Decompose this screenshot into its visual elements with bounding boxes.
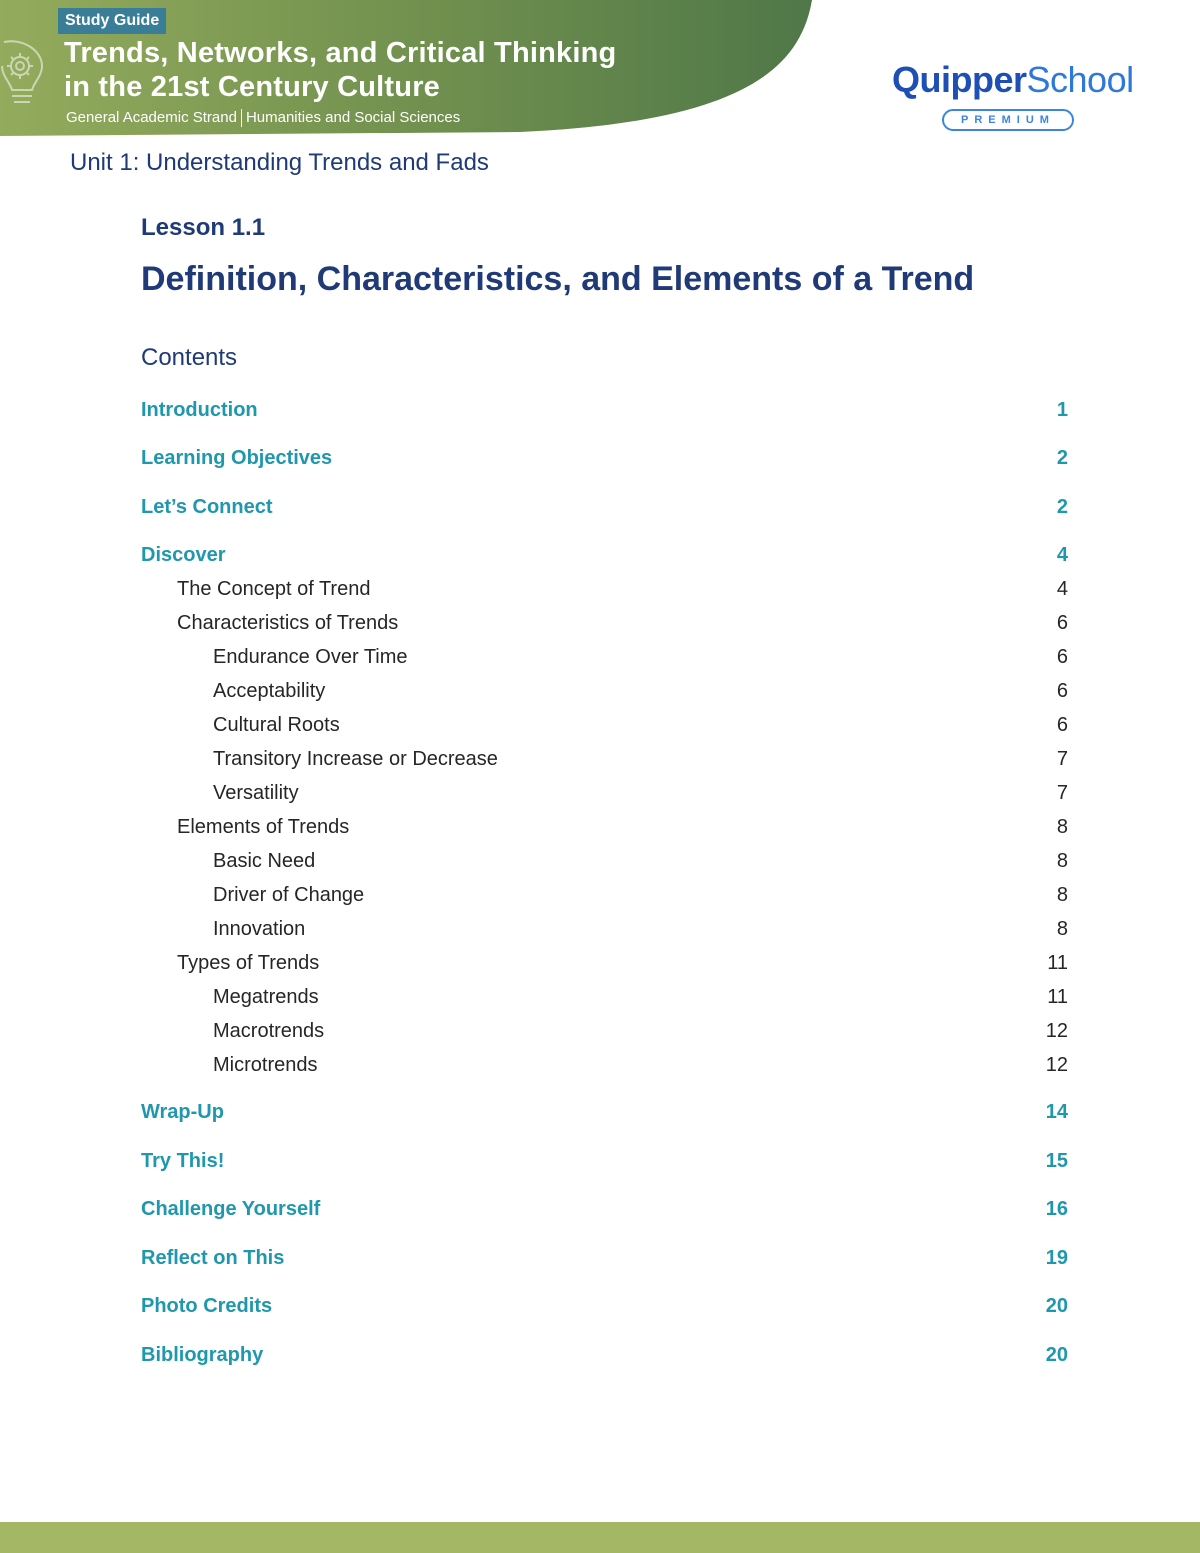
toc-entry-page: 6 bbox=[1056, 612, 1068, 634]
toc-entry[interactable] bbox=[141, 1292, 1068, 1322]
toc-entry-label: Cultural Roots bbox=[213, 714, 340, 736]
toc-entry-label: Acceptability bbox=[213, 680, 326, 702]
toc-entry-page: 8 bbox=[1056, 850, 1068, 872]
lightbulb-gear-icon bbox=[0, 36, 48, 108]
toc-entry[interactable] bbox=[141, 847, 1068, 877]
toc-entry[interactable] bbox=[141, 444, 1068, 474]
toc-entry-page: 6 bbox=[1056, 680, 1068, 702]
toc-entry-label: Characteristics of Trends bbox=[177, 612, 399, 634]
toc-entry-label: Versatility bbox=[213, 782, 299, 804]
toc-entry-label: Endurance Over Time bbox=[213, 646, 408, 668]
toc-entry[interactable] bbox=[141, 1098, 1068, 1128]
toc-entry-page: 14 bbox=[1045, 1101, 1068, 1123]
toc-entry-page: 19 bbox=[1045, 1246, 1068, 1269]
toc-entry-label: Innovation bbox=[213, 918, 306, 940]
toc-entry[interactable] bbox=[141, 395, 1068, 425]
course-title-line1: Trends, Networks, and Critical Thinking bbox=[64, 37, 617, 69]
toc-entry[interactable] bbox=[141, 881, 1068, 911]
toc-entry[interactable] bbox=[141, 1017, 1068, 1047]
toc-entry-label: Learning Objectives bbox=[141, 447, 333, 469]
toc-entry[interactable] bbox=[141, 779, 1068, 809]
study-guide-badge: Study Guide bbox=[58, 8, 166, 34]
footer-band bbox=[0, 1522, 1200, 1553]
toc-entry[interactable] bbox=[141, 915, 1068, 945]
lesson-title: Definition, Characteristics, and Elements of a Trend bbox=[141, 260, 975, 298]
toc-entry-page: 20 bbox=[1045, 1343, 1068, 1366]
course-subtitle bbox=[66, 108, 460, 128]
quipper-school-logo bbox=[888, 58, 1138, 138]
strand-label: General Academic Strand bbox=[66, 109, 237, 126]
toc-entry-label: Discover bbox=[141, 544, 226, 566]
toc-entry-label: Megatrends bbox=[213, 986, 319, 1008]
toc-entry-page: 8 bbox=[1056, 884, 1068, 906]
toc-entry-page: 6 bbox=[1056, 714, 1068, 736]
toc-entry[interactable] bbox=[141, 575, 1068, 605]
toc-entry-page: 12 bbox=[1045, 1054, 1068, 1076]
toc-entry[interactable] bbox=[141, 1051, 1068, 1081]
logo-wordmark bbox=[892, 58, 1134, 102]
toc-entry[interactable] bbox=[141, 1340, 1068, 1370]
toc-entry-page: 4 bbox=[1056, 578, 1068, 600]
toc-entry-page: 4 bbox=[1056, 544, 1068, 566]
logo-quipper: Quipper bbox=[892, 59, 1027, 100]
lesson-label: Lesson 1.1 bbox=[141, 214, 266, 241]
track-label: Humanities and Social Sciences bbox=[245, 109, 461, 126]
toc-entry-page: 2 bbox=[1056, 495, 1068, 518]
toc-entry-page: 8 bbox=[1056, 918, 1068, 940]
toc-entry-label: Photo Credits bbox=[141, 1295, 273, 1317]
toc-entry-label: Basic Need bbox=[213, 850, 316, 872]
toc-entry-page: 12 bbox=[1045, 1020, 1068, 1042]
course-title-line2: in the 21st Century Culture bbox=[64, 71, 441, 103]
toc-entry[interactable] bbox=[141, 492, 1068, 522]
toc-entry-label: Driver of Change bbox=[213, 884, 365, 906]
toc-entry[interactable] bbox=[141, 609, 1068, 639]
toc-entry-label: Try This! bbox=[141, 1149, 225, 1172]
toc-entry-label: The Concept of Trend bbox=[177, 578, 371, 600]
toc-entry-page: 11 bbox=[1047, 952, 1068, 974]
logo-school: School bbox=[1026, 59, 1134, 100]
toc-entry[interactable] bbox=[141, 1195, 1068, 1225]
toc-entry[interactable] bbox=[141, 643, 1068, 673]
toc-entry[interactable] bbox=[141, 1243, 1068, 1273]
toc-entry-label: Macrotrends bbox=[213, 1020, 325, 1042]
toc-entry[interactable] bbox=[141, 677, 1068, 707]
course-title bbox=[64, 36, 664, 104]
toc-entry-label: Microtrends bbox=[213, 1054, 318, 1076]
unit-title: Unit 1: Understanding Trends and Fads bbox=[70, 149, 489, 176]
toc-entry-label: Let’s Connect bbox=[141, 495, 273, 518]
toc-entry[interactable] bbox=[141, 983, 1068, 1013]
toc-entry-label: Challenge Yourself bbox=[141, 1198, 321, 1220]
toc-entry-page: 16 bbox=[1045, 1198, 1068, 1220]
contents-heading: Contents bbox=[141, 344, 238, 371]
toc-entry[interactable] bbox=[141, 1146, 1068, 1176]
toc-entry-page: 15 bbox=[1045, 1149, 1068, 1172]
toc-entry-label: Elements of Trends bbox=[177, 816, 350, 838]
toc-entry-page: 1 bbox=[1056, 398, 1068, 421]
toc-entry-page: 20 bbox=[1045, 1295, 1068, 1317]
toc-entry[interactable] bbox=[141, 711, 1068, 741]
toc-entry-label: Reflect on This bbox=[141, 1246, 285, 1269]
toc-entry-page: 11 bbox=[1047, 986, 1068, 1008]
toc-entry-label: Bibliography bbox=[141, 1343, 264, 1366]
toc-entry[interactable] bbox=[141, 813, 1068, 843]
toc-entry[interactable] bbox=[141, 745, 1068, 775]
toc-entry-page: 7 bbox=[1056, 748, 1068, 770]
toc-entry-label: Introduction bbox=[141, 398, 258, 421]
toc-entry-page: 7 bbox=[1056, 782, 1068, 804]
toc-entry[interactable] bbox=[141, 541, 1068, 571]
toc-entry-label: Transitory Increase or Decrease bbox=[213, 748, 498, 770]
toc-entry-label: Types of Trends bbox=[177, 952, 320, 974]
toc-entry-page: 8 bbox=[1056, 816, 1068, 838]
toc-entry-label: Wrap-Up bbox=[141, 1101, 224, 1123]
toc-entry-page: 2 bbox=[1056, 447, 1068, 469]
toc-entry-page: 6 bbox=[1056, 646, 1068, 668]
logo-premium-badge: PREMIUM bbox=[942, 109, 1074, 131]
toc-entry[interactable] bbox=[141, 949, 1068, 979]
subtitle-divider bbox=[241, 109, 242, 127]
